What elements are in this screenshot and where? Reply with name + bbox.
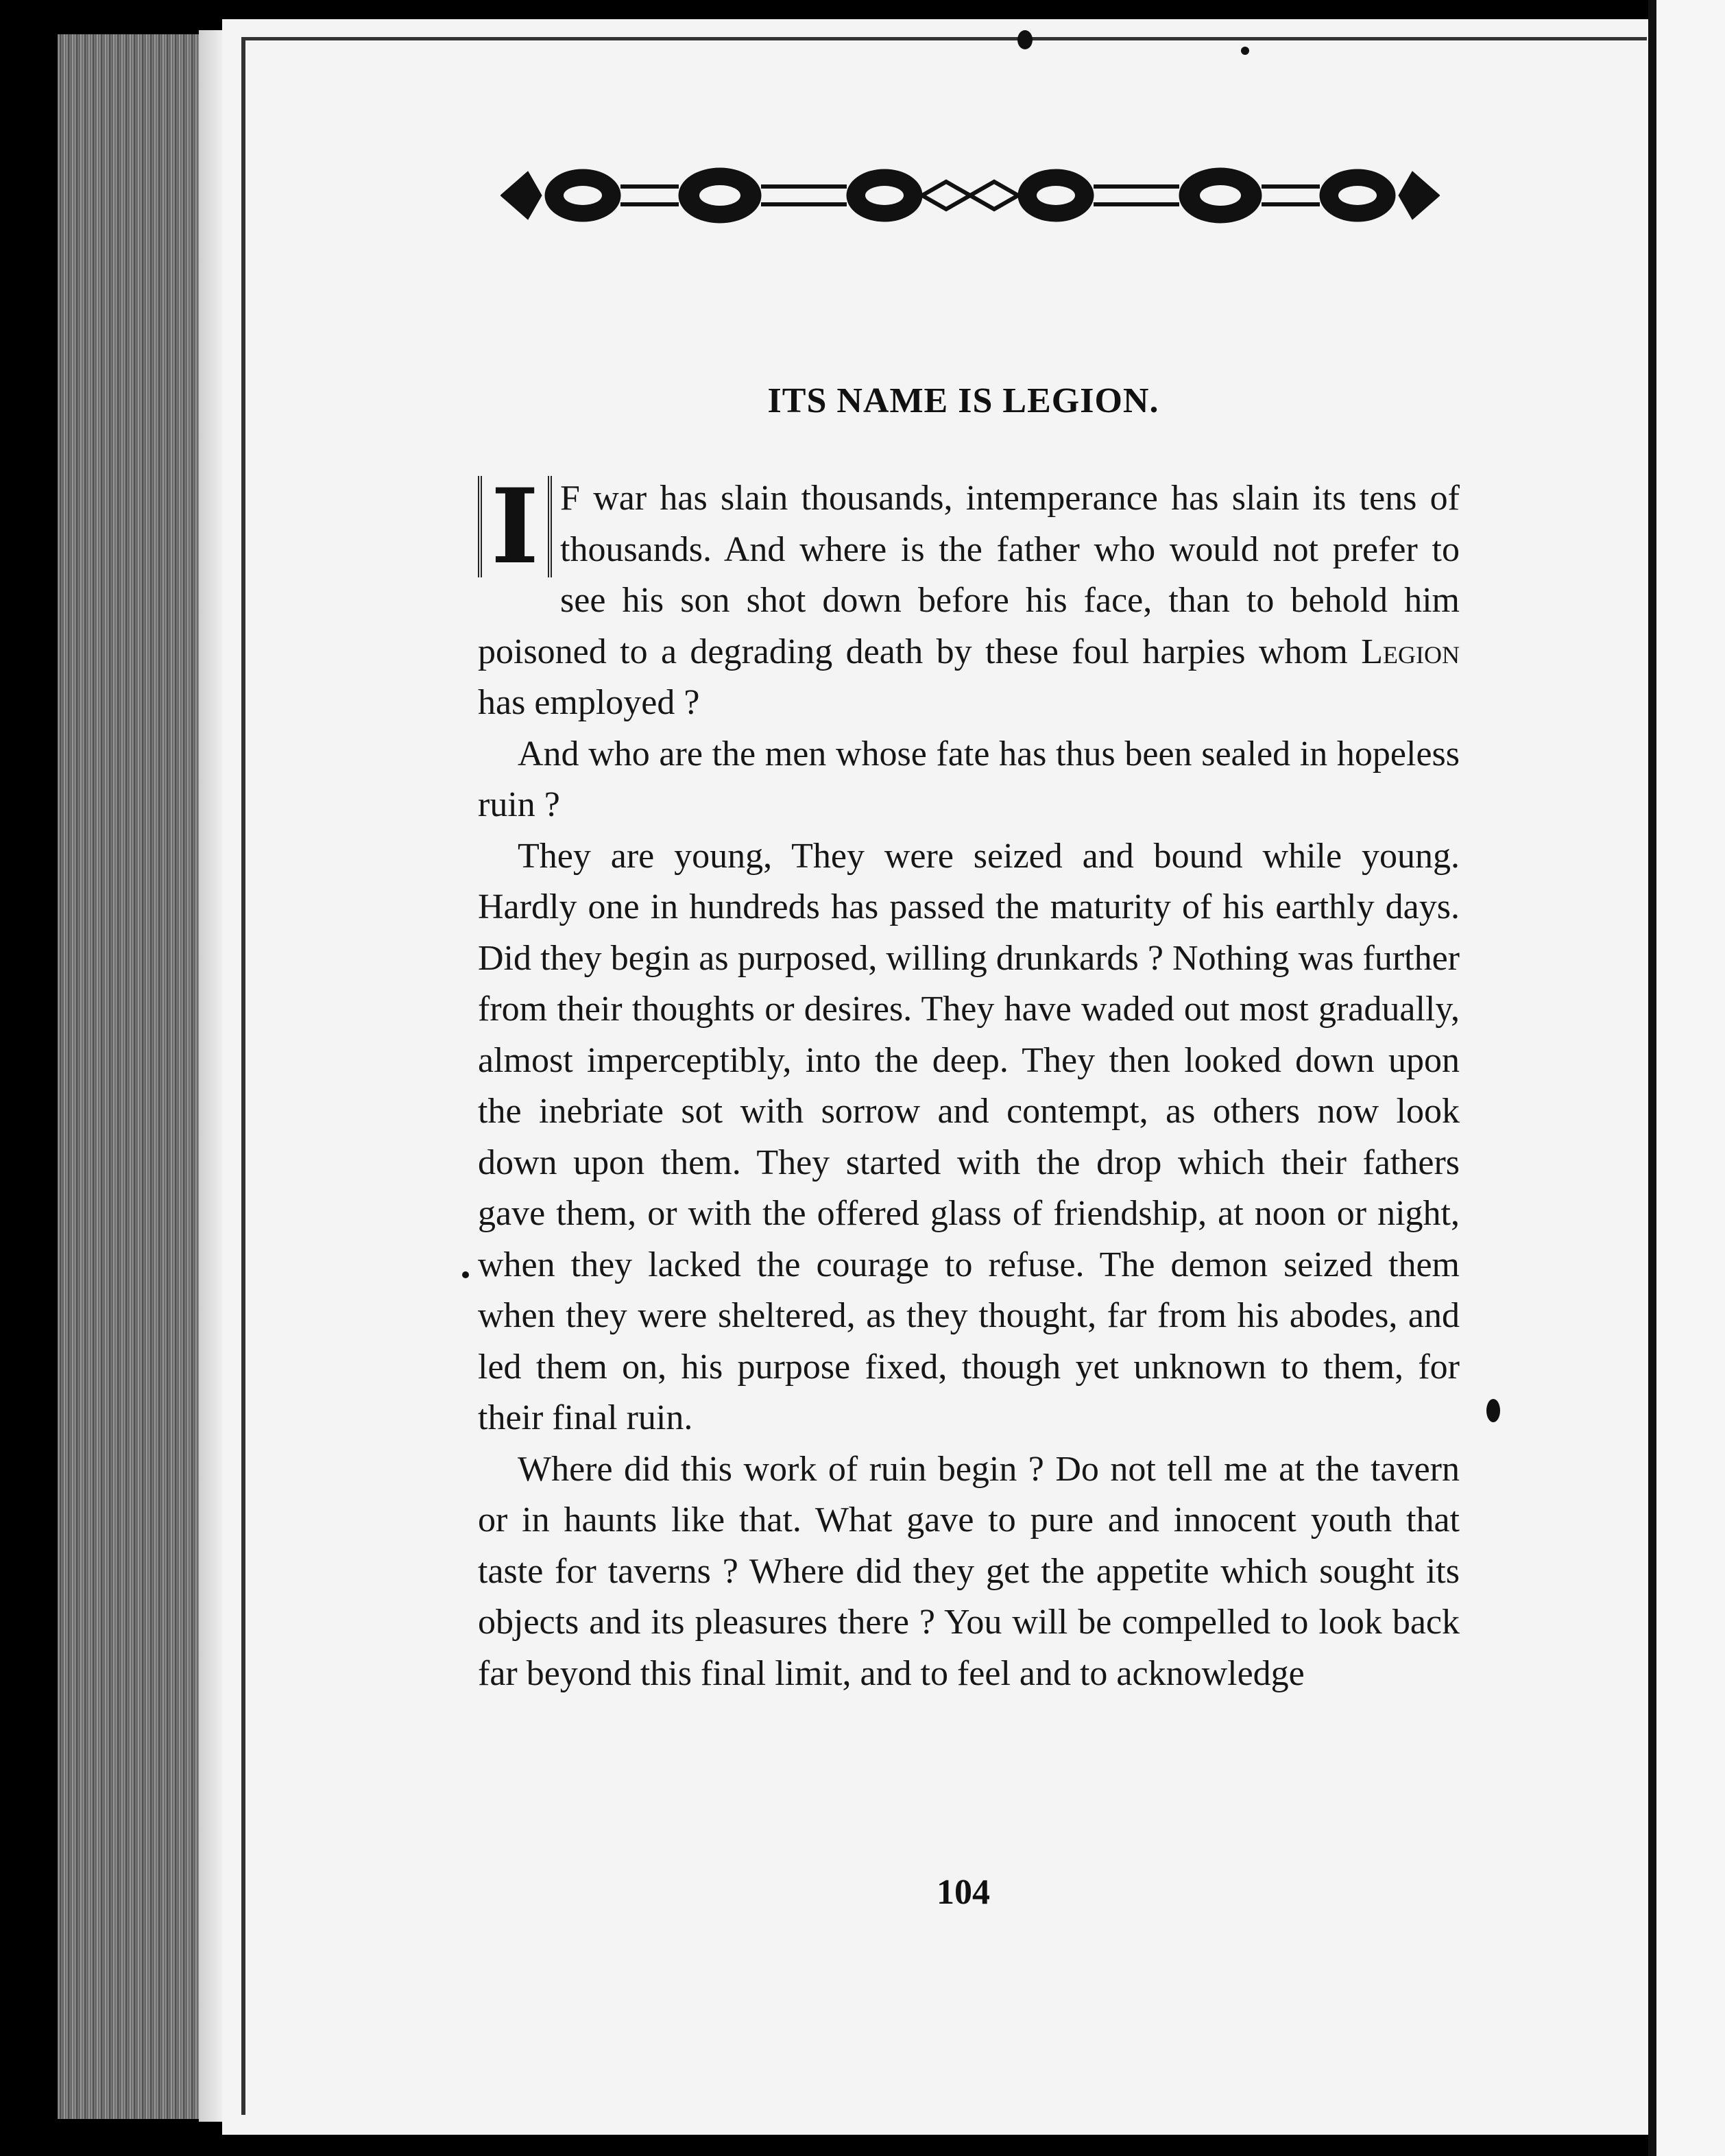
paragraph: And who are the men whose fate has thus been sealed in hopeless ruin ? [478, 734, 1460, 824]
ornament-icon [500, 158, 1440, 233]
legion-word: Legion [1361, 632, 1460, 671]
paragraph-text: has employed ? [478, 683, 700, 722]
paragraph: They are young, They were seized and bound while young. Hardly one in hundreds has passed the maturity of his earthly days. Did they begin as purposed, willing drunkards ? Nothing was further from their thoughts or desires. They have waded out most gradually, almost imperceptibly, into the deep. They then looked down upon the inebriate sot with sorrow and contempt, as others now look down upon them. They started with the drop which their fathers gave them, or with the offered glass of friendship, at noon or night, when they lacked the courage to refuse. The demon seized them when they were sheltered, as they thought, far from his abodes, and led them on, his purpose fixed, though yet unknown to them, for their final ruin. [478, 836, 1460, 1437]
body-text [478, 466, 1460, 1699]
page-number: 104 [937, 1873, 990, 1912]
scan-speck [1241, 47, 1249, 55]
scan-speck [1486, 1399, 1500, 1422]
scan-speck [1017, 30, 1033, 49]
facing-page [1656, 0, 1725, 2156]
paragraph [478, 466, 1460, 729]
drop-cap: I [478, 476, 552, 577]
chapter-title: ITS NAME IS LEGION. [767, 381, 1159, 420]
page-edges [58, 34, 215, 2119]
paragraph-text: F war has slain thousands, intemperance has slain its tens of thousands. And where is the father who would not prefer to see his son shot down before his face, than to behold him poisoned to a degrading death by these foul harpies whom [478, 479, 1460, 671]
paragraph: Where did this work of ruin begin ? Do not tell me at the tavern or in haunts like that. What gave to pure and innocent youth that taste for taverns ? Where did they get the appetite which sought its objects and its pleasures there ? You will be compelled to look back far beyond this final limit, and to feel and to acknowledge [478, 1449, 1460, 1693]
page-border-top [241, 37, 1647, 40]
scan-speck [462, 1271, 469, 1278]
page-border-left [241, 37, 245, 2115]
